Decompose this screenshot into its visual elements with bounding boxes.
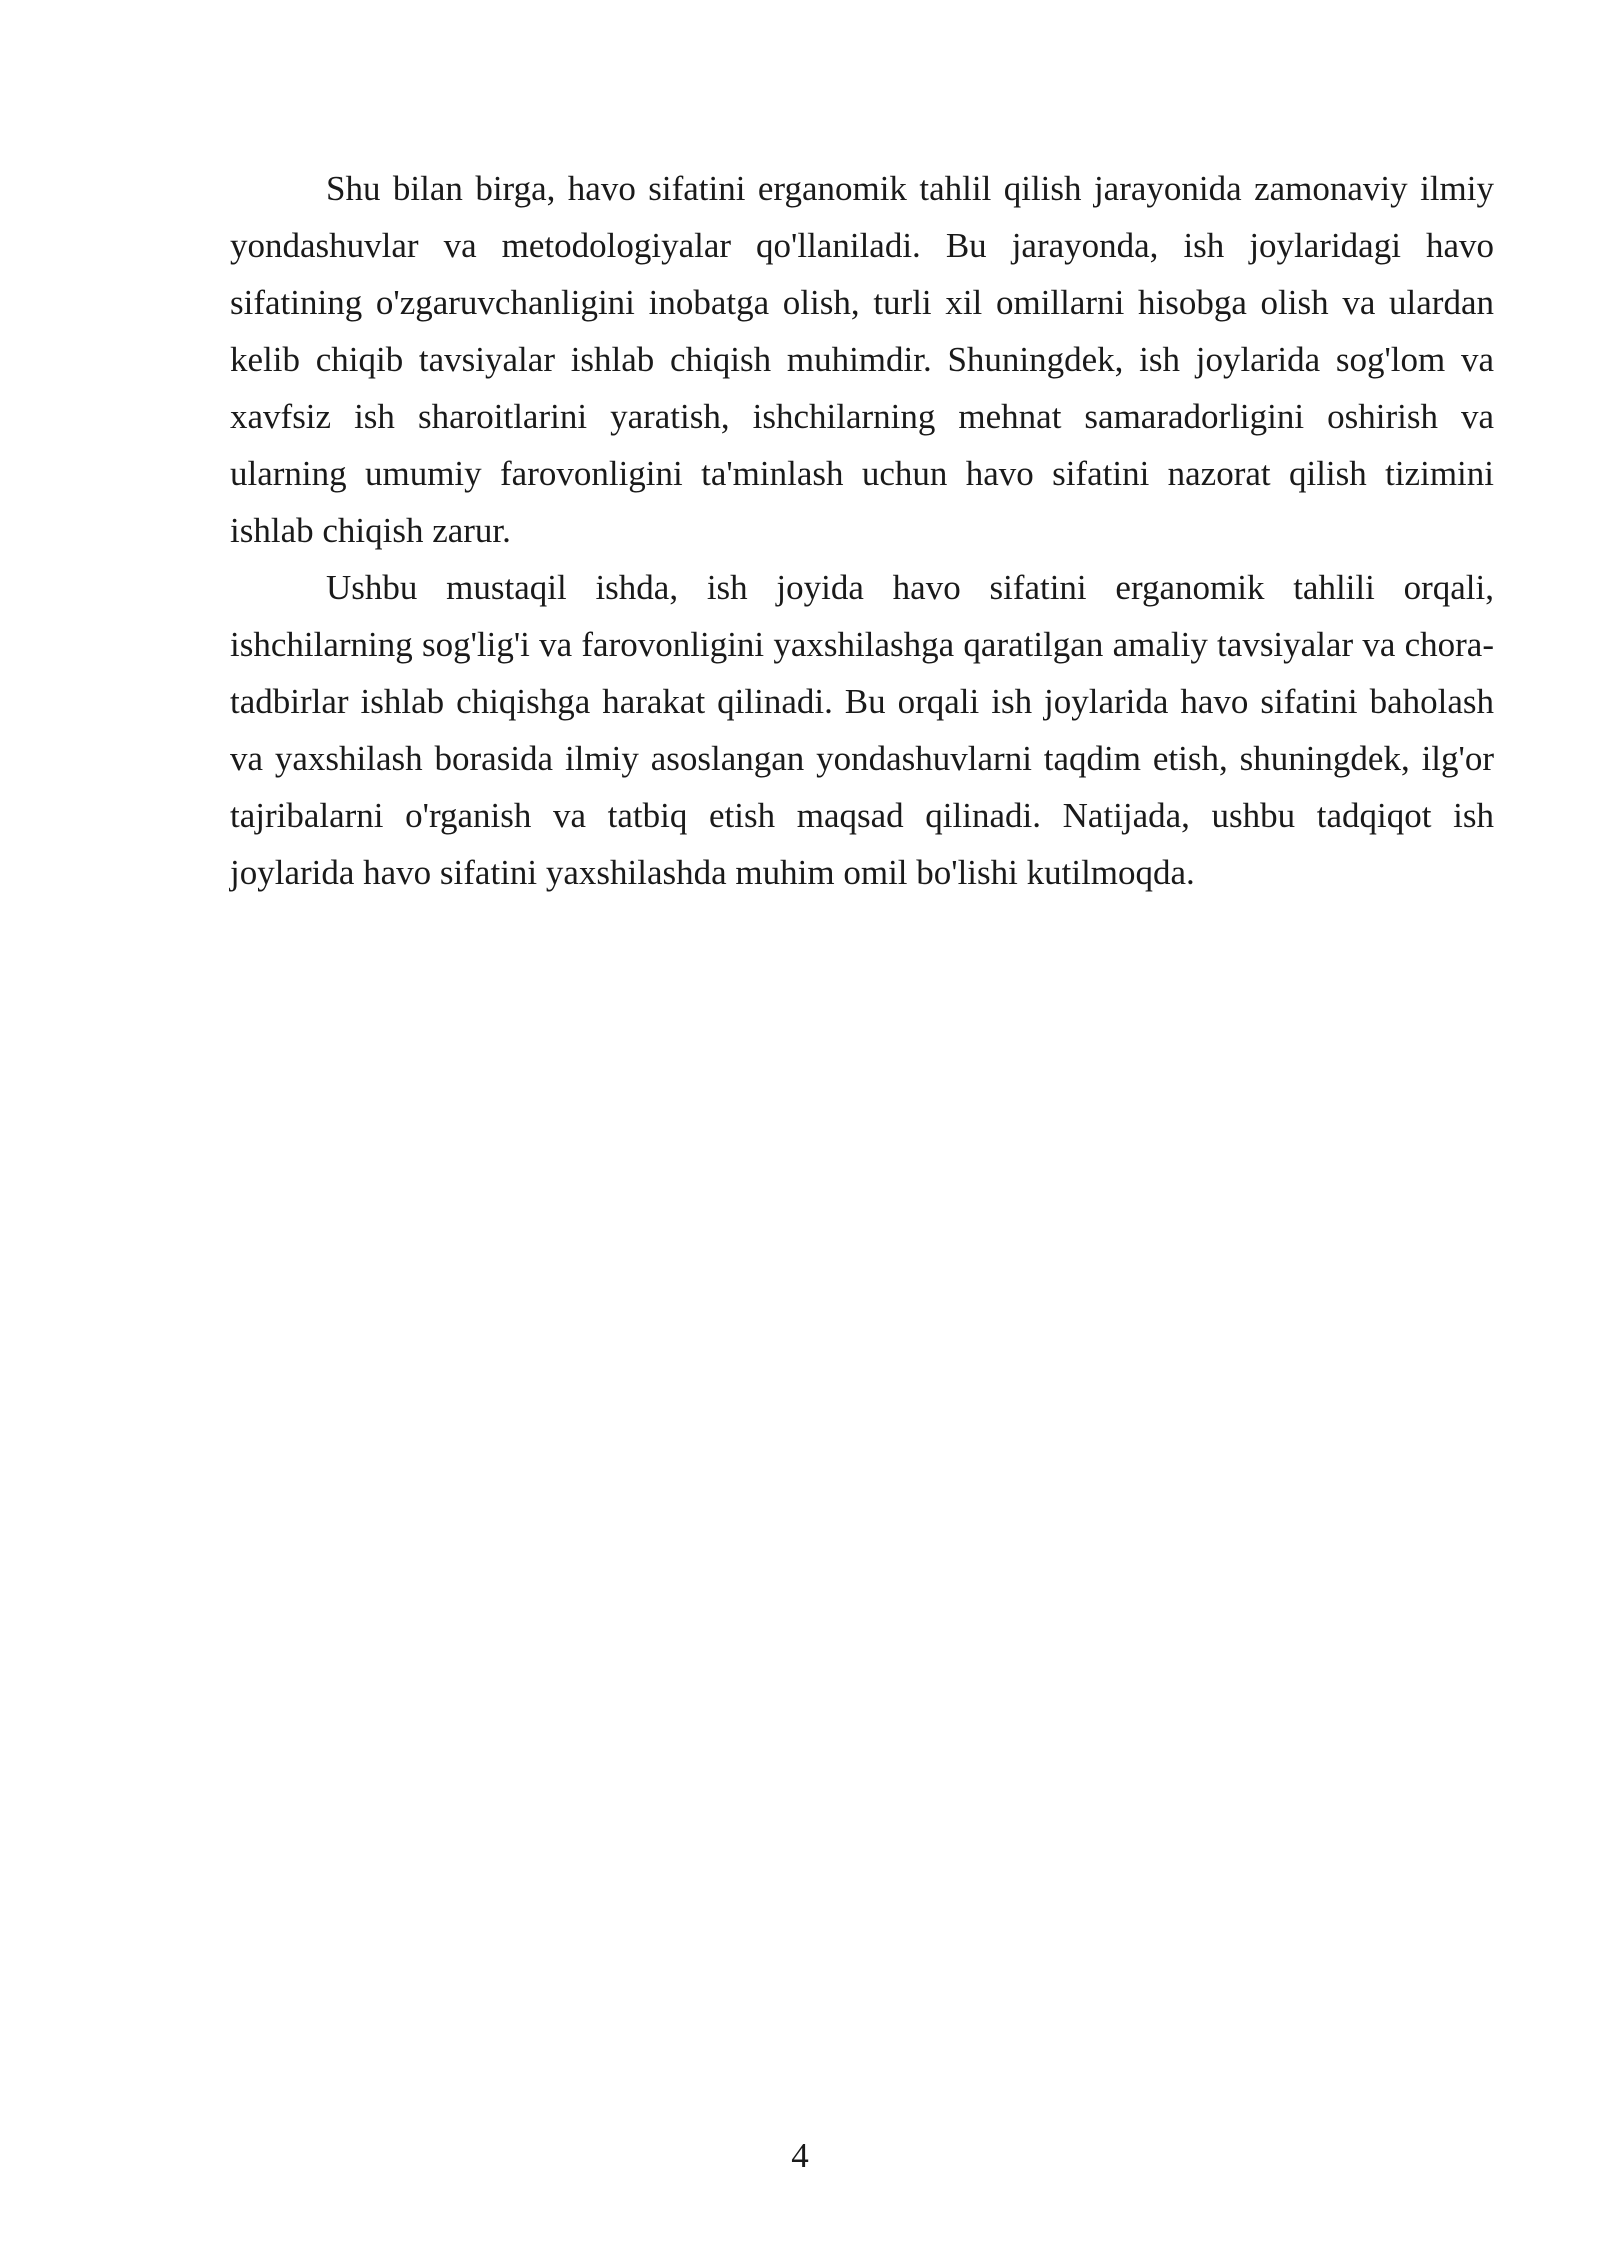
page-number: 4	[791, 2136, 809, 2175]
body-text	[230, 160, 1494, 901]
paragraph-1: Shu bilan birga, havo sifatini erganomik tahlil qilish jarayonida zamonaviy ilmiy yondashuvlar va metodologiyalar qo'llaniladi. Bu jarayonda, ish joylaridagi havo sifatining o'zgaruvchanligini inobatga olish, turli xil omillarni hisobga olish va ulardan kelib chiqib tavsiyalar ishlab chiqish muhimdir. Shuningdek, ish joylarida sog'lom va xavfsiz ish sharoitlarini yaratish, ishchilarning mehnat samaradorligini oshirish va ularning umumiy farovonligini ta'minlash uchun havo sifatini nazorat qilish tizimini ishlab chiqish zarur.	[230, 169, 1494, 550]
paragraph-2: Ushbu mustaqil ishda, ish joyida havo sifatini erganomik tahlili orqali, ishchilarning sog'lig'i va farovonligini yaxshilashga qaratilgan amaliy tavsiyalar va chora-tadbirlar ishlab chiqishga harakat qilinadi. Bu orqali ish joylarida havo sifatini baholash va yaxshilash borasida ilmiy asoslangan yondashuvlarni taqdim etish, shuningdek, ilg'or tajribalarni o'rganish va tatbiq etish maqsad qilinadi. Natijada, ushbu tadqiqot ish joylarida havo sifatini yaxshilashda muhim omil bo'lishi kutilmoqda.	[230, 568, 1494, 892]
